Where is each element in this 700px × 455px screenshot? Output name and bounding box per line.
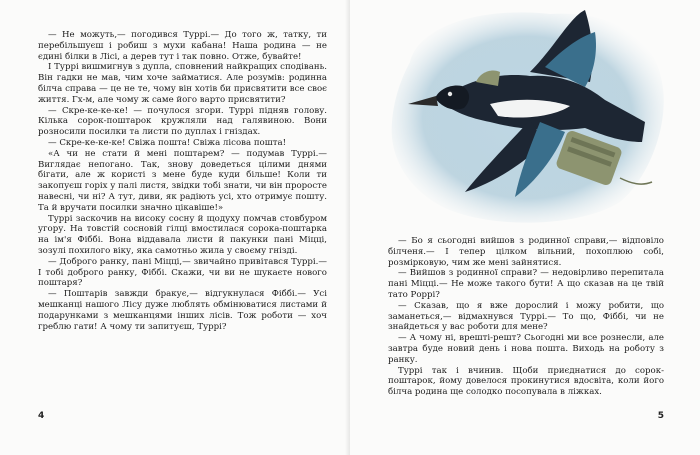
left-page-text xyxy=(38,30,327,332)
paragraph: — Доброго ранку, пані Міцці,— звичайно привітався Туррі.— І тобі доброго ранку, Фіббі. Скажи, чи ви не шукаєте нового поштаря? xyxy=(38,256,327,289)
paragraph: — Скре-ке-ке-ке! Свіжа пошта! Свіжа лісова пошта! xyxy=(48,137,287,148)
paragraph: Туррі заскочив на високу сосну й щодуху помчав стовбуром угору. На товстій сосновій гілці вмостилася сорока-поштарка на ім'я Фіббі. Вона віддавала листи й пакунки пані Міцці, зозулі похилого віку, яка самотньо жила у своєму гнізді. xyxy=(38,213,327,256)
paragraph: «А чи не стати й мені поштарем? — подумав Туррі.— Виглядає непогано. Так, знову доведеться цілими днями бігати, але ж користі з мене буде куди більше! Коли ти закопуєш горіх у палі листя, звідки тобі знати, чи він проросте навесні, чи ні? А тут, диви, як радіють усі, хто отримує пошту. Та й вручати посилки значно цікавіше!» xyxy=(38,148,327,213)
paragraph: — Скре-ке-ке-ке! — почулося згори. Туррі підняв голову. Кілька сорок-поштарок кружляли над галявиною. Вони розносили посилки та листи по дуплах і гніздах. xyxy=(38,105,327,138)
paragraph: — А чому ні, врешті-решт? Сьогодні ми все рознесли, але завтра буде новий день і нова пошта. Виходь на роботу з ранку. xyxy=(388,333,664,365)
page-number-left: 4 xyxy=(38,411,45,421)
paragraph: — Вийшов з родинної справи? — недовірливо перепитала пані Міцці.— Не може такого бути! А що сказав на це твій тато Роррі? xyxy=(388,268,664,300)
magpie-illustration xyxy=(380,2,670,232)
paragraph: Туррі так і вчинив. Щоби приєднатися до сорок-поштарок, йому довелося прокинутися вдосвіта, коли його білча родина ще солодко посопувала в ліжках. xyxy=(388,365,664,398)
paragraph: — Бо я сьогодні вийшов з родинної справи,— відповіло білченя.— І тепер цілком вільний, похоплюю собі, розмірковую, чим же мені зайнятися. xyxy=(388,236,664,268)
paragraph: — Сказав, що я вже дорослий і можу робити, що заманеться,— відмахнувся Туррі.— То що, Фіббі, чи не знайдеться у вас роботи для мене? xyxy=(388,300,664,333)
paragraph: — Поштарів завжди бракує,— відгукнулася Фіббі.— Усі мешканці нашого Лісу дуже люблять обмінюватися листами й подарунками з мешканцями інших лісів. Тож роботи — хоч греблю гати! А чому ти запитуєш, Туррі? xyxy=(38,289,327,332)
paragraph: І Туррі вишмигнув з дупла, сповнений найкращих сподівань. Він гадки не мав, чим хоче займатися. Але розумів: родинна білча справа — це не те, чому він хотів би присвятити все своє життя. Гх-м, але чому ж саме його варто присвятити? xyxy=(38,62,327,105)
paragraph: — Не можуть,— погодився Туррі.— До того ж, татку, ти перебільшуєш і робиш з мухи кабана! Наша родина — не єдині білки в Лісі, а дерев тут і так повно. Отже, бувайте! xyxy=(38,30,327,62)
page-number-right: 5 xyxy=(657,411,664,421)
right-page-text xyxy=(388,236,664,398)
right-page xyxy=(350,0,700,455)
